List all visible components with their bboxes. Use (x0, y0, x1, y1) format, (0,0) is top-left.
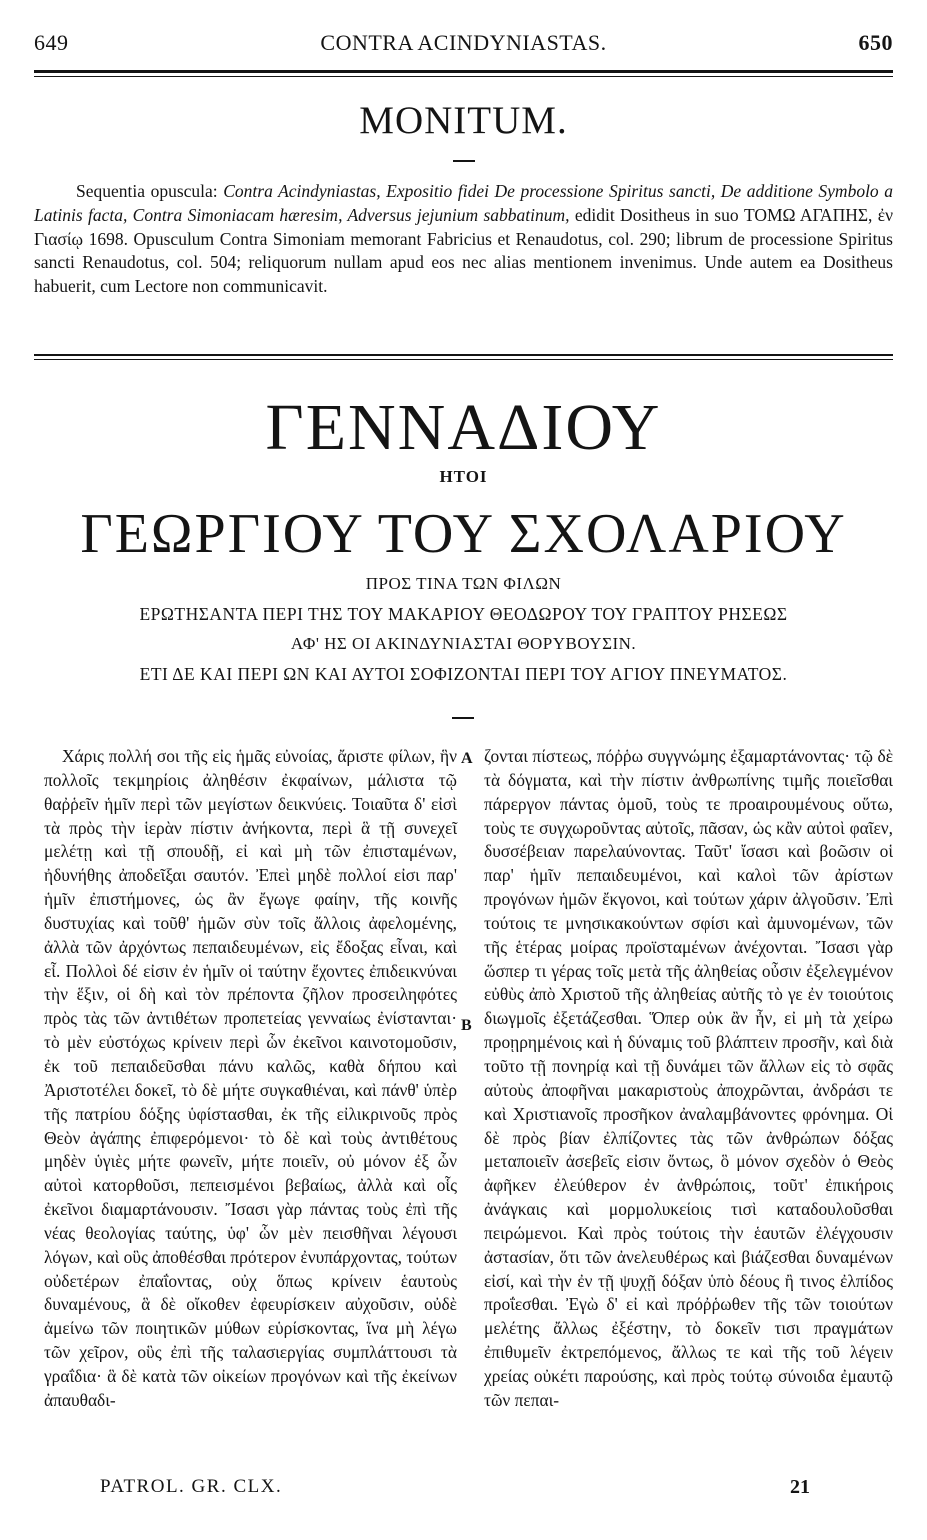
text-column-right: ζονται πίστεως, πόῤῥω συγγνώμης ἐξαμαρτάνοντας· τῷ δὲ τὰ δόγματα, καὶ τὴν πίστιν ἀνθρωπίνης τιμῆς ποιεῖσθαι πάρεργον πάντας ὁμοῦ, τοὺς τε προαιρουμένους οὕτω, τοὺς τε συγχωροῦντας αὐτοῖς, πᾶσαν, ὡς κἂν αὐτοὶ φαῖεν, δυσσέβειαν παρελαύνοντας. Ταῦτ' ἴσασι καὶ βοῶσιν οἱ παρ' ἡμῖν πεπαιδευμένοι, καὶ καλοὶ τῶν ἀρίστων προγόνων ἡμῶν ἔκγονοι, καὶ τούτων χάριν ἀλγοῦσιν. Ἐπὶ τούτοις τε μνησικακούντων σφίσι καὶ ἀμυνομένων, τῶν τῆς ἑτέρας μοίρας προϊσταμένων ἀνέχονται. Ἴσασι γὰρ ὥσπερ τι γέρας τοῖς μετὰ τῆς ἀληθείας οὖσιν ἐξελεγμένον εὐθὺς ἀπὸ Χριστοῦ τῆς ἀληθείας αὐτῆς τὸ γε ἐν τοιούτοις διωγμοῖς ἐξετάζεσθαι. Ὅπερ οὐκ ἂν ἦν, εἰ μὴ τὰ χείρω προῃρημένοις καὶ ἡ δύναμις τοῦ βλάπτειν προσῆν, καὶ διὰ τοῦτο τῇ πονηρίᾳ καὶ τῇ δυνάμει τῶν ἄλλων εἰς τὸ σφᾶς αὐτοὺς ἀποφῆναι μακαριστοὺς ἀποχρῶνται, ἀνδράσι τε καὶ Χριστιανοῖς προσῆκον ἀναλαμβάνοντες φρόνημα. Οἱ δὲ πρὸς βίαν ἐλπίζοντες τὰς τῶν ἀνθρώπων δόξας μεταποιεῖν ἀσεβεῖς εἰσιν ὄντως, ὃ μόνον σχεδὸν ὁ Θεὸς ἀφῆκεν ἐλεύθερον ἐν ἀνθρώποις, τοῦτ' ἐπικήροις ἀνάγκαις καὶ μορμολυκείοις τισὶ καταδουλοῦσθαι πειρώμενοι. Καὶ πρὸς τούτοις τὴν ἑαυτῶν ἐλέγχουσιν ἀστασίαν, ὅτι τῶν ἀνελευθέρως καὶ βιάζεσθαι δυναμένων εἰσί, καὶ τὴν ἐν τῇ ψυχῇ δόξαν ὑπὸ δέους ἢ τινος ἐλπίδος προΐεσθαι. Ἐγὼ δ' εἰ καὶ πρόῤῥωθεν τῆς τῶν τοιούτων μελέτης ἄλλως ἐξέστην, τὸ δοκεῖν τισι πραγμάτων ἐπιθυμεῖν ἐκτρεπόμενος, ἄλλως τε καὶ τῆς τοῦ λέγειν χρείας οὐκέτι παρούσης, καὶ πρὸς τούτῳ σύνοιδα ἐμαυτῷ τῶν πεπαι- (484, 746, 893, 1410)
subtitle-line-3: ΑΦ' ΗΣ ΟΙ ΑΚΙΝΔΥΝΙΑΣΤΑΙ ΘΟΡΥΒΟΥΣΙΝ. (290, 634, 637, 653)
heading-separator (452, 717, 474, 719)
monitum-separator (453, 160, 475, 162)
author-name-heading: ΓΕΝΝΑΔΙΟΥ (265, 391, 662, 464)
subtitle-line-1: ΠΡΟΣ ΤΙΝΑ ΤΩΝ ΦΙΛΩΝ (365, 574, 562, 593)
section-rule-thin (34, 359, 893, 360)
author-conjunction: ΗΤΟΙ (439, 467, 488, 486)
margin-letter-b: B (461, 1017, 472, 1034)
monitum-text-body: edidit Dositheus in suo ΤΟΜΩ ΑΓΑΠΗΣ, ἐν Γιασίῳ 1698. Opusculum Contra Simoniam memorant Fabricius et Renaudotus, col. 290; librum de processione Spiritus sancti Renaudotus, col. 504; reliquorum nullam apud eos nec alias mentionem invenimus. Unde autem ea Dositheus habuerit, cum Lectore non communicavit. (34, 204, 893, 297)
header-rule-thin (34, 76, 893, 77)
subtitle-line-4: ΕΤΙ ΔΕ ΚΑΙ ΠΕΡΙ ΩΝ ΚΑΙ ΑΥΤΟΙ ΣΟΦΙΖΟΝΤΑΙ ΠΕΡΙ ΤΟΥ ΑΓΙΟΥ ΠΝΕΥΜΑΤΟΣ. (139, 664, 788, 684)
signature-mark: 21 (790, 1476, 810, 1498)
running-head (34, 30, 893, 64)
header-rule-thick (34, 70, 893, 73)
author-full-name-heading: ΓΕΩΡΓΙΟΥ ΤΟΥ ΣΧΟΛΑΡΙΟΥ (80, 503, 847, 565)
monitum-title: MONITUM. (359, 99, 568, 142)
subtitle-line-2: ΕΡΩΤΗΣΑΝΤΑ ΠΕΡΙ ΤΗΣ ΤΟΥ ΜΑΚΑΡΙΟΥ ΘΕΟΔΩΡΟΥ ΤΟΥ ΓΡΑΠΤΟΥ ΡΗΣΕΩΣ (139, 604, 788, 624)
margin-letter-a: A (461, 750, 473, 767)
series-footer: PATROL. GR. CLX. (100, 1476, 283, 1497)
page-number-right: 650 (858, 30, 893, 55)
monitum-text-lead: Sequentia opuscula: (76, 181, 224, 201)
text-column-left: Χάρις πολλή σοι τῆς εἰς ἡμᾶς εὐνοίας, ἄριστε φίλων, ἣν πολλοῖς τεκμηρίοις ἀληθέσιν ἐκφαίνων, μάλιστα τῷ θαῤῥεῖν ἡμῖν περὶ τῶν μεγίστων δεικνύεις. Τοιαῦτα δ' εἰσὶ τὰ πρὸς τὴν ἱερὰν πίστιν ἀνήκοντα, περὶ ἃ τῇ συνεχεῖ μελέτῃ καὶ τῇ σπουδῇ, εἰ καὶ μὴ τῶν ἐπισταμένων, ἠδυνήθης ἀποδεῖξαι σαυτόν. Ἐπεὶ μηδὲ πολλοί εἰσι παρ' ἡμῖν ἐπιστήμονες, ὡς ἂν ἔγωγε φαίην, τῆς κοινῆς δυστυχίας καὶ τοῦθ' ἡμῶν σὺν τοῖς ἄλλοις ἀφελομένης, ἀλλὰ τῶν ἀρχόντως πεπαιδευμένων, εἰς ἔδοξας εἶναι, καὶ εἶ. Πολλοὶ δέ εἰσιν ἐν ἡμῖν οἱ ταύτην ἔχοντες ἐπιδεικνύναι τὴν ἕξιν, οἱ δὴ καὶ τὸν πρέποντα ζῆλον προσειληφότες πρὸς τὰς τῶν ἀντιθέτων προπετείας γενναίως ἐνίστανται· τὸ μὲν εὐστόχως κρίνειν περὶ ὧν ἐκεῖνοι καινοτομοῦσιν, ἐκ τοῦ πεπαιδεῦσθαι πάνυ καλῶς, καθὰ δήπου καὶ Ἀριστοτέλει δοκεῖ, τὸ δὲ μήτε συγκαθιέναι, καὶ πάνθ' ὑπὲρ τῆς πατρίου δόξης ὑφίστασθαι, ἐκ τῆς εἰλικρινοῦς πρὸς Θεὸν ἀγάπης ἐπιφερόμενοι· τὸ δὲ καὶ τοὺς ἀντιθέτους μηδὲν ὑγιὲς μήτε φωνεῖν, μήτε ποιεῖν, οὐ μόνον ἐξ ὧν αὐτοὶ κατορθοῦσι, πεπεισμένοι βεβαίως, ἀλλὰ καὶ οἷς ἐκεῖνοι διαμαρτάνουσιν. Ἴσασι γὰρ πάντας τοὺς ἐπὶ τῆς νέας θεολογίας ταύτης, ὑφ' ὧν μὲν πεισθῆναι λέγουσι λόγων, καὶ οὓς ἀποθέσθαι πρότερον ἐνυπάρχοντας, τούτων οὐδετέρων ἐπαΐοντας, οὐχ ὅπως κρίνειν ἑαυτοὺς δυναμένους, ἃ δὲ οἴκοθεν ἐφευρίσκειν αὐχοῦσιν, οὐδὲ ἀμείνω τῶν ποιητικῶν μύθων εὑρίσκοντας, ἵνα μὴ λέγω τῶν χεῖρον, οὓς ἐπὶ τῆς ταλασιεργίας συμπλάττουσι τὰ γραΐδια· ἃ δὲ κατὰ τῶν οἰκείων προγόνων καὶ τῆς ἐκείνων ἀπαυθαδι- (44, 746, 457, 1410)
monitum-text-titles: Contra Acindyniastas, Expositio fidei De processione Spiritus sancti, De additione Symbolo a Latinis facta, Contra Simoniacam hæresim, Adversus jejunium sabbatinum, (34, 181, 893, 225)
page-number-left: 649 (34, 30, 69, 55)
monitum-paragraph (34, 180, 893, 299)
running-title: CONTRA ACINDYNIASTAS. (320, 30, 607, 55)
section-rule-thick (34, 354, 893, 356)
